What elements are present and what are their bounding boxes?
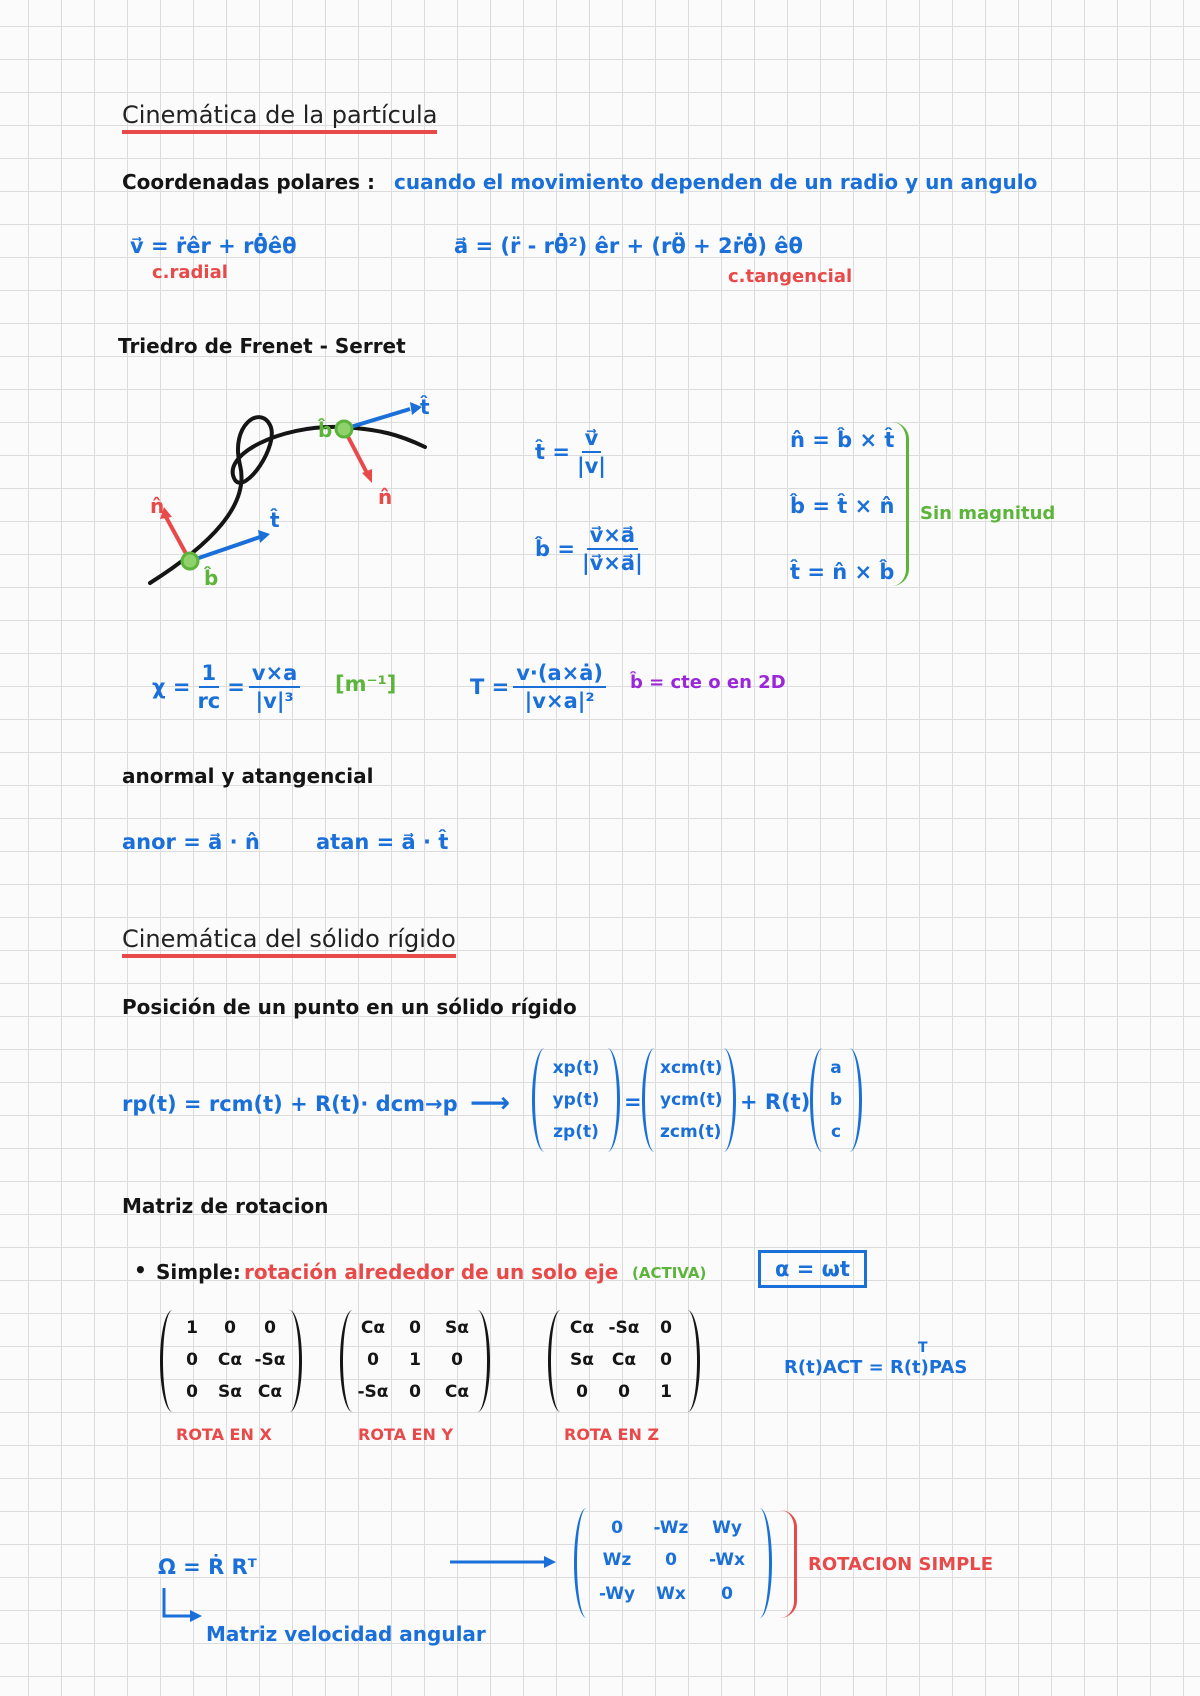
omega-note: ROTACION SIMPLE [808, 1554, 994, 1575]
frenet-diagram [140, 385, 450, 595]
position-eq: rp(t) = rcm(t) + R(t)· dcm→p [122, 1092, 458, 1116]
t-arrowhead-lower [258, 530, 270, 543]
vector-p [532, 1048, 620, 1152]
rx-cell: 0 [186, 1350, 198, 1370]
b-def-num: v⃗×a⃗ [587, 522, 638, 550]
ry-cell: 0 [367, 1350, 379, 1370]
curv-num-2: v×a [249, 660, 300, 688]
simple-label: Simple: [156, 1260, 241, 1284]
curv-equals: = [227, 675, 245, 699]
omega-sub-arrow [160, 1586, 204, 1626]
curvature-eq [152, 660, 304, 714]
simple-desc: rotación alrededor de un solo eje [244, 1260, 619, 1284]
vector-cm-y: ycm(t) [660, 1090, 723, 1110]
section-title-rigid: Cinemática del sólido rígido [122, 924, 456, 958]
activa-note: (ACTIVA) [632, 1264, 707, 1282]
curvature-units: [m⁻¹] [335, 672, 397, 696]
polar-coords-label: Coordenadas polares : [122, 170, 376, 194]
unit-vectors-note: Sin magnitud [920, 503, 1056, 524]
rx-cell: Sα [218, 1382, 242, 1402]
a-normal-eq: anor = a⃗ · n̂ [122, 830, 260, 854]
vector-abc-a: a [830, 1058, 842, 1078]
omega-cell: -Wy [598, 1584, 636, 1604]
rx-cell: 0 [186, 1382, 198, 1402]
omega-cell: Wx [656, 1584, 686, 1604]
ry-cell: 0 [409, 1318, 421, 1338]
b-def-den: |v⃗×a⃗| [581, 551, 643, 575]
polar-coords-desc: cuando el movimiento dependen de un radio y un angulo [394, 170, 1038, 194]
ry-cell: Cα [360, 1318, 386, 1338]
rz-cell: Cα [611, 1350, 637, 1370]
rotation-z-label: ROTA EN Z [564, 1425, 660, 1444]
t-definition [535, 425, 613, 479]
vector-p-y: yp(t) [552, 1090, 600, 1110]
ry-cell: 0 [409, 1382, 421, 1402]
t-vector-upper [344, 409, 410, 429]
rx-cell: Cα [217, 1350, 243, 1370]
vector-equals: = [624, 1090, 642, 1114]
rz-cell: 0 [660, 1350, 672, 1370]
t-def-lhs: t̂ = [535, 440, 570, 464]
rz-cell: 0 [660, 1318, 672, 1338]
vector-p-z: zp(t) [553, 1122, 599, 1142]
b-point-upper [336, 421, 352, 437]
rotation-z-matrix [548, 1310, 700, 1412]
rotation-y-matrix [340, 1310, 490, 1412]
section-title-particle: Cinemática de la partícula [122, 100, 437, 134]
rz-cell: Sα [570, 1350, 594, 1370]
ry-cell: Sα [445, 1318, 469, 1338]
omega-cell: Wy [712, 1518, 742, 1538]
unit-vectors-brace [892, 422, 909, 586]
b-definition [535, 522, 650, 576]
rx-cell: -Sα [254, 1350, 286, 1370]
acceleration-polar-eq: a⃗ = (r̈ - rθ̇²) êr + (rθ̈ + 2ṙθ̇) êθ [454, 234, 803, 258]
rotation-y-label: ROTA EN Y [358, 1425, 454, 1444]
omega-eq: Ω = Ṙ Rᵀ [158, 1555, 257, 1579]
omega-cell: 0 [721, 1584, 733, 1604]
a-tangential-eq: atan = a⃗ · t̂ [316, 830, 449, 854]
b-point-lower [182, 553, 198, 569]
rz-cell: -Sα [608, 1318, 640, 1338]
diagram-n-label-lower: n̂ [150, 494, 165, 518]
omega-cell: 0 [665, 1550, 677, 1570]
alpha-box: α = ωt [758, 1250, 867, 1288]
vector-cm-x: xcm(t) [660, 1058, 723, 1078]
rz-cell: 1 [660, 1382, 672, 1402]
ry-cell: -Sα [357, 1382, 389, 1402]
omega-brace [780, 1510, 797, 1618]
omega-cell: -Wz [653, 1518, 689, 1538]
b-def-lhs: b̂ = [535, 537, 575, 561]
radial-note: c.radial [152, 262, 228, 283]
curv-fraction-2 [249, 660, 300, 714]
frenet-label: Triedro de Frenet - Serret [118, 334, 406, 358]
angular-velocity-label: Matriz velocidad angular [206, 1622, 486, 1646]
tors-den: |v×a|² [524, 689, 595, 713]
ry-cell: 1 [409, 1350, 421, 1370]
position-arrow: ⟶ [470, 1086, 511, 1119]
t-def-den: |v| [576, 454, 606, 478]
curv-den-2: |v|³ [255, 689, 294, 713]
rx-cell: 1 [186, 1318, 198, 1338]
ry-cell: 0 [451, 1350, 463, 1370]
rz-cell: Cα [569, 1318, 595, 1338]
b-def-fraction [579, 522, 646, 576]
rx-cell: Cα [257, 1382, 283, 1402]
plus-rotation: + R(t) [740, 1090, 811, 1114]
omega-cell: -Wx [708, 1550, 745, 1570]
tangential-note: c.tangencial [728, 266, 853, 287]
rotation-x-label: ROTA EN X [176, 1425, 272, 1444]
velocity-polar-eq: v⃗ = ṙêr + rθ̇êθ [130, 234, 297, 258]
bullet: • [134, 1258, 147, 1282]
omega-matrix [574, 1508, 772, 1618]
diagram-b-label-lower: b̂ [204, 566, 219, 590]
omega-arrow [448, 1552, 558, 1572]
diagram-b-label-upper: b̂ [318, 418, 333, 442]
rotation-matrix-label: Matriz de rotacion [122, 1194, 329, 1218]
t-vector-lower [190, 537, 260, 561]
vector-abc-b: b [829, 1090, 843, 1110]
torsion-eq [470, 660, 610, 714]
t-cross-eq: t̂ = n̂ × b̂ [790, 560, 895, 584]
vector-cm-z: zcm(t) [660, 1122, 722, 1142]
curv-den-1: rc [197, 689, 221, 713]
rz-cell: 0 [576, 1382, 588, 1402]
ry-cell: Cα [444, 1382, 470, 1402]
diagram-t-label-upper: t̂ [420, 395, 430, 419]
t-def-fraction [574, 425, 609, 479]
n-arrowhead-upper [362, 469, 372, 483]
vector-abc-c: c [830, 1122, 842, 1142]
diagram-t-label-lower: t̂ [270, 508, 280, 532]
components-label: anormal y atangencial [122, 764, 374, 788]
tors-lhs: T = [470, 675, 510, 699]
t-def-num: v⃗ [582, 425, 602, 453]
vector-abc [810, 1048, 862, 1152]
diagram-n-label-upper: n̂ [378, 485, 393, 509]
rx-cell: 0 [264, 1318, 276, 1338]
n-cross-eq: n̂ = b̂ × t̂ [790, 428, 895, 452]
curv-fraction-1 [194, 660, 223, 714]
omega-cell: Wz [602, 1550, 632, 1570]
b-cross-eq: b̂ = t̂ × n̂ [790, 494, 895, 518]
tors-fraction [513, 660, 606, 714]
rx-cell: 0 [224, 1318, 236, 1338]
curv-num-1: 1 [199, 660, 220, 688]
vector-cm [642, 1048, 736, 1152]
curv-lhs: χ = [152, 675, 191, 699]
rz-cell: 0 [618, 1382, 630, 1402]
vector-p-x: xp(t) [552, 1058, 600, 1078]
torsion-note: b̂ = cte o en 2D [630, 672, 786, 693]
tors-num: v·(a×ȧ) [513, 660, 606, 688]
active-passive-sup: T [918, 1340, 928, 1356]
active-passive-relation: R(t)ACT = R(t)PAS [784, 1357, 968, 1378]
position-label: Posición de un punto en un sólido rígido [122, 995, 577, 1019]
omega-cell: 0 [611, 1518, 623, 1538]
rotation-x-matrix [160, 1310, 302, 1412]
